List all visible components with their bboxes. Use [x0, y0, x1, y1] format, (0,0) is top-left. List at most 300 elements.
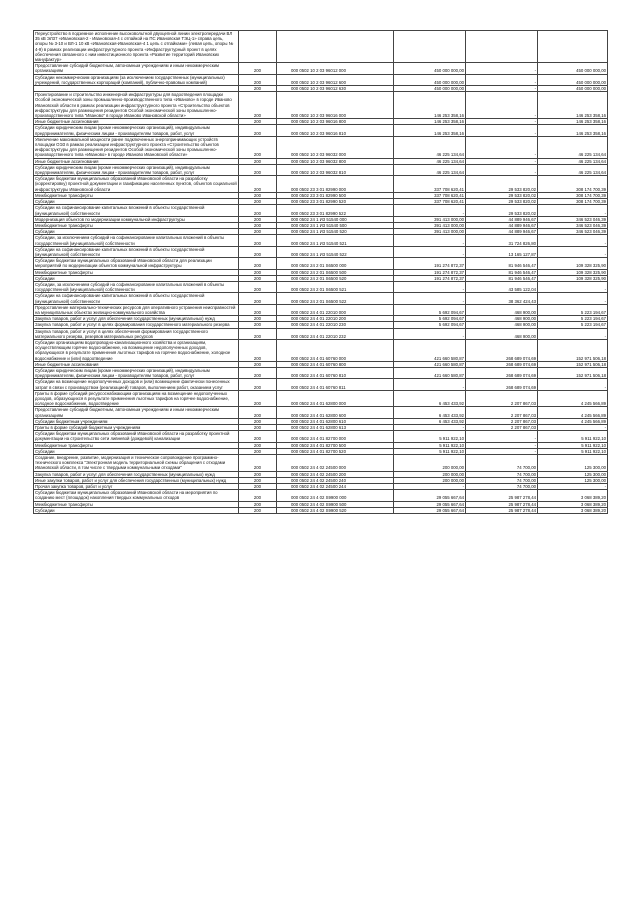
row-approved-amount: - [394, 281, 466, 292]
row-classification-code: 000 0502 24 4 02 24500 200 [277, 471, 394, 477]
row-description: Субсидии на софинансирование капитальных вложений в объекты государственной (муниципальной) собственности [34, 293, 239, 304]
row-unexecuted-amount: 5 223 194,67 [538, 304, 608, 315]
row-executed-amount: 13 165 127,87 [466, 246, 538, 257]
row-unexecuted-amount: 46 225 134,64 [538, 136, 608, 158]
row-classification-code: 000 0502 24 4 01 60760 800 [277, 361, 394, 367]
row-description: Субсидии бюджетам муниципальных образований Ивановской области на мероприятия по созданию мест (площадок) накопления твердых коммунальных отходов [34, 490, 239, 501]
row-classification-code: 000 0502 10 2 03 96012 630 [277, 86, 394, 92]
row-description: Межбюджетные трансферты [34, 222, 239, 228]
row-classification-code: 000 0502 10 2 03 96032 800 [277, 158, 394, 164]
row-classification-code: 000 0502 24 4 02 24500 000 [277, 455, 394, 472]
row-unexecuted-amount: 3 068 389,20 [538, 501, 608, 507]
row-line-code: 200 [239, 86, 277, 92]
row-description: Закупка товаров, работ и услуг для обеспечения государственных (муниципальных) нужд [34, 316, 239, 322]
row-description: Межбюджетные трансферты [34, 192, 239, 198]
row-description: Иные бюджетные ассигнования [34, 158, 239, 164]
row-line-code: 200 [239, 379, 277, 390]
row-approved-amount: 421 660 580,87 [394, 361, 466, 367]
row-approved-amount: 450 000 000,00 [394, 86, 466, 92]
table-row [34, 293, 608, 304]
row-description: Субсидии [34, 448, 239, 454]
row-executed-amount: - [466, 448, 538, 454]
row-description: Иные бюджетные ассигнования [34, 119, 239, 125]
row-classification-code: 000 0502 24 4 02 S9900 000 [277, 490, 394, 501]
row-line-code: 200 [239, 235, 277, 246]
table-row [34, 281, 608, 292]
row-line-code: 200 [239, 442, 277, 448]
row-line-code: 200 [239, 192, 277, 198]
row-approved-amount: 337 708 620,41 [394, 199, 466, 205]
row-line-code: 200 [239, 216, 277, 222]
row-line-code: 200 [239, 63, 277, 74]
row-description: Субсидии бюджетам муниципальных образований Ивановской области на разработку (корректировку) проектной документации и газификацию населенных пунктов, объектов социальной инфраструктуры Ивановской области [35, 176, 237, 192]
table-row [34, 74, 608, 85]
row-line-code: 200 [239, 407, 277, 418]
row-line-code: 200 [239, 269, 277, 275]
row-unexecuted-amount: 152 971 506,18 [538, 361, 608, 367]
row-approved-amount: 5 692 094,67 [394, 316, 466, 322]
row-line-code: 200 [239, 484, 277, 490]
row-classification-code: 000 0502 24 2 01 S6500 522 [277, 293, 394, 304]
row-description: Субсидии организациям водопроводно-канализационного хозяйства и организациям, осуществляющим горячее водоснабжение, на возмещение недополученных доходов, образующихся в результате применения льготных тарифов на горячее водоснабжение, холодное водоснабжение и (или) водоотведение [34, 339, 239, 361]
row-line-code: 200 [239, 92, 277, 119]
row-approved-amount: 6 453 433,92 [394, 418, 466, 424]
row-line-code: 200 [239, 471, 277, 477]
row-description: Субсидии некоммерческим организациям (за исключением государственных (муниципальных) учреждений, государственных корпораций (компаний), публично-правовых компаний) [34, 74, 239, 85]
row-classification-code: 000 0502 24 4 01 62800 600 [277, 407, 394, 418]
row-classification-code: 000 0502 24 1 И3 51540 522 [277, 246, 394, 257]
row-line-code: 200 [239, 199, 277, 205]
row-line-code: 200 [239, 316, 277, 322]
row-executed-amount: 81 946 546,47 [466, 269, 538, 275]
row-line-code: 200 [239, 164, 277, 175]
row-executed-amount: 468 900,00 [466, 304, 538, 315]
row-approved-amount: 5 911 922,10 [394, 442, 466, 448]
row-description: Субсидии бюджетным учреждениям [34, 418, 239, 424]
row-approved-amount: - [394, 293, 466, 304]
row-classification-code: 000 0502 24 4 01 22010 230 [277, 322, 394, 328]
row-description: Субсидии, за исключением субсидий на софинансирование капитальных вложений в объекты государственной (муниципальной) собственности [34, 235, 239, 246]
row-description: Межбюджетные трансферты [34, 269, 239, 275]
row-description: Межбюджетные трансферты [34, 501, 239, 507]
row-classification-code: 000 0502 24 2 01 S6500 000 [277, 258, 394, 269]
row-classification-code: 000 0502 24 4 02 S9900 520 [277, 507, 394, 513]
row-description: Субсидии [34, 199, 239, 205]
row-approved-amount: 337 708 620,41 [394, 192, 466, 198]
row-approved-amount: 391 413 000,00 [394, 216, 466, 222]
row-description: Субсидии [34, 507, 239, 513]
row-unexecuted-amount: 346 523 046,39 [538, 222, 608, 228]
row-description: Иные закупки товаров, работ и услуг для обеспечения государственных (муниципальных) нужд [34, 477, 239, 483]
row-description: Гранты в форме субсидий ресурсоснабжающим организациям на возмещение недополученных доходов, образующихся в результате применения льготных тарифов на горячее водоснабжение, холодное водоснабжение, водоотведение [34, 390, 239, 407]
row-executed-amount: - [466, 136, 538, 158]
row-line-code: 200 [239, 246, 277, 257]
row-classification-code: 000 0502 10 2 03 96012 600 [277, 74, 394, 85]
row-approved-amount: - [394, 425, 466, 431]
row-line-code: 200 [239, 136, 277, 158]
row-classification-code: 000 0502 24 4 01 60760 000 [277, 339, 394, 361]
table-row [34, 471, 608, 477]
row-line-code: 200 [239, 281, 277, 292]
table-row [34, 379, 608, 390]
row-classification-code: 000 0502 24 4 01 22010 200 [277, 316, 394, 322]
budget-table-body [34, 31, 608, 514]
row-description: Гранты в форме субсидий бюджетным учреждениям [34, 425, 239, 431]
row-line-code: 200 [239, 448, 277, 454]
row-description: Субсидии юридическим лицам (кроме некоммерческих организаций), индивидуальным предпринимателям, физическим лицам - производителям товаров, работ, услуг [34, 125, 239, 136]
row-approved-amount: 200 000,00 [394, 471, 466, 477]
row-classification-code: 000 0502 24 4 01 62800 610 [277, 418, 394, 424]
row-executed-amount: - [466, 431, 538, 442]
row-executed-amount: 74 700,00 [466, 455, 538, 472]
row-classification-code: 000 0502 24 4 01 82700 500 [277, 442, 394, 448]
row-approved-amount: 29 055 667,64 [394, 507, 466, 513]
row-unexecuted-amount: 346 523 046,39 [538, 216, 608, 222]
row-approved-amount: 450 000 000,00 [394, 74, 466, 85]
row-unexecuted-amount: 4 245 566,89 [538, 418, 608, 424]
row-executed-amount: - [466, 74, 538, 85]
row-description: Субсидии [34, 275, 239, 281]
row-description: Субсидии [34, 229, 239, 235]
row-line-code: 200 [239, 158, 277, 164]
row-line-code: 200 [239, 507, 277, 513]
row-approved-amount: 146 253 358,16 [394, 92, 466, 119]
row-classification-code: 000 0502 24 4 01 62800 000 [277, 390, 394, 407]
row-line-code: 200 [239, 390, 277, 407]
row-unexecuted-amount: 125 300,00 [538, 471, 608, 477]
row-description: Субсидии на софинансирование капитальных вложений в объекты государственной (муниципальной) собственности [34, 205, 239, 216]
row-classification-code: 000 0502 24 2 01 S6500 521 [277, 281, 394, 292]
table-row [34, 136, 608, 158]
table-row [34, 92, 608, 119]
row-approved-amount: 200 000,00 [394, 477, 466, 483]
row-unexecuted-amount: - [538, 328, 608, 339]
row-executed-amount: 44 889 946,67 [466, 216, 538, 222]
row-line-code: 200 [239, 322, 277, 328]
row-unexecuted-amount: - [538, 235, 608, 246]
row-approved-amount: 5 911 922,10 [394, 431, 466, 442]
row-description: Закупка товаров, работ и услуг в целях формирования государственного материального резерва [34, 322, 239, 328]
row-classification-code: 000 0502 10 2 03 96012 000 [277, 63, 394, 74]
row-unexecuted-amount: 450 000 000,00 [538, 74, 608, 85]
row-executed-amount: 81 946 546,47 [466, 258, 538, 269]
row-executed-amount: 29 533 820,02 [466, 176, 538, 193]
row-unexecuted-amount: 5 911 922,10 [538, 448, 608, 454]
row-approved-amount: 5 692 094,67 [394, 304, 466, 315]
table-row [34, 477, 608, 483]
row-approved-amount: 337 708 620,41 [394, 176, 466, 193]
row-description: Предоставление материально-технических ресурсов для оперативного устранения неисправностей на муниципальных объектах жилищно-коммунального хозяйства [34, 304, 239, 315]
row-unexecuted-amount: 5 223 194,67 [538, 322, 608, 328]
row-unexecuted-amount: 125 300,00 [538, 477, 608, 483]
row-executed-amount: 81 946 546,47 [466, 275, 538, 281]
row-approved-amount: 200 000,00 [394, 455, 466, 472]
row-classification-code: 000 0502 24 4 01 62800 613 [277, 425, 394, 431]
budget-report-page [33, 30, 607, 514]
row-approved-amount: - [394, 484, 466, 490]
row-line-code: 200 [239, 431, 277, 442]
row-line-code: 200 [239, 293, 277, 304]
row-description: Предоставление субсидий бюджетным, автономным учреждениям и иным некоммерческим организациям [34, 407, 239, 418]
row-classification-code: 000 0502 24 4 01 60760 811 [277, 379, 394, 390]
row-approved-amount: 29 055 667,64 [394, 501, 466, 507]
row-classification-code: 000 0502 24 4 02 24500 240 [277, 477, 394, 483]
row-classification-code: 000 0502 23 3 01 82990 520 [277, 199, 394, 205]
row-classification-code: 000 0502 24 1 И3 51540 520 [277, 229, 394, 235]
row-line-code: 200 [239, 425, 277, 431]
row-line-code: 200 [239, 176, 277, 193]
row-approved-amount: 421 660 580,87 [394, 339, 466, 361]
row-executed-amount: 38 362 424,43 [466, 293, 538, 304]
row-classification-code: 000 0502 23 3 01 82990 522 [277, 205, 394, 216]
row-unexecuted-amount: 4 245 566,89 [538, 390, 608, 407]
row-unexecuted-amount: 152 971 506,18 [538, 339, 608, 361]
row-line-code [239, 31, 277, 63]
row-executed-amount: 2 207 867,03 [466, 407, 538, 418]
row-unexecuted-amount: - [538, 205, 608, 216]
row-description: Проектирование и строительство инженерной инфраструктуры для водоотведения площадки Особой экономической зоны промышленно-производственного типа «Иваново» в городе Иваново Ивановской области в рамках реализации инфраструктурного проекта «Строительство объектов инфраструктуры для размещения резидентов Особой экономической зоны промышленно-производственного типа "Иваново" в городе Иваново Ивановской области» [34, 92, 239, 119]
row-unexecuted-amount: - [538, 484, 608, 490]
row-executed-amount [466, 31, 538, 63]
row-unexecuted-amount: 4 245 566,89 [538, 407, 608, 418]
row-unexecuted-amount: 5 223 194,67 [538, 316, 608, 322]
row-approved-amount: 146 253 358,16 [394, 119, 466, 125]
row-line-code: 200 [239, 477, 277, 483]
row-line-code: 200 [239, 367, 277, 378]
row-line-code: 200 [239, 501, 277, 507]
row-line-code: 200 [239, 455, 277, 472]
row-executed-amount: 29 533 820,02 [466, 192, 538, 198]
row-executed-amount: - [466, 86, 538, 92]
row-executed-amount: 25 987 278,44 [466, 507, 538, 513]
row-description: Предоставление субсидий бюджетным, автономным учреждениям и иным некоммерческим организациям [34, 63, 239, 74]
row-description: Создание, внедрение, развитие, модернизация и техническое сопровождение программно-технического комплекса "Электронная модель территориальной схемы обращения с отходами Ивановской области, в том числе с твердыми коммунальными отходами" [34, 455, 239, 472]
table-row [34, 125, 608, 136]
row-unexecuted-amount: - [538, 425, 608, 431]
row-line-code: 200 [239, 361, 277, 367]
row-line-code: 200 [239, 328, 277, 339]
row-classification-code: 000 0502 23 3 01 82990 000 [277, 176, 394, 193]
row-unexecuted-amount: 3 068 389,20 [538, 490, 608, 501]
row-unexecuted-amount: 308 174 700,39 [538, 176, 608, 193]
table-row [34, 339, 608, 361]
row-executed-amount: - [466, 158, 538, 164]
row-unexecuted-amount: 346 523 046,39 [538, 229, 608, 235]
row-executed-amount: 2 207 867,03 [466, 418, 538, 424]
row-executed-amount: 44 889 946,67 [466, 229, 538, 235]
row-unexecuted-amount: 125 300,00 [538, 455, 608, 472]
row-executed-amount: 31 724 826,80 [466, 235, 538, 246]
table-row [34, 258, 608, 269]
row-executed-amount: 29 533 820,02 [466, 205, 538, 216]
row-description: Прочая закупка товаров, работ и услуг [34, 484, 239, 490]
row-description: Увеличение максимальной мощности ранее подключенных энергопринимающих устройств площадки ОЭЗ в рамках реализации инфраструктурного проекта «Строительство объектов инфраструктуры для размещения резидентов Особой экономической зоны промышленно-производственного типа «Иваново» в городе Иваново Ивановской области» [34, 136, 239, 158]
row-unexecuted-amount: - [538, 246, 608, 257]
row-description: Закупка товаров, работ и услуг для обеспечения государственных (муниципальных) нужд [34, 471, 239, 477]
table-row [34, 304, 608, 315]
row-unexecuted-amount: 146 253 358,16 [538, 119, 608, 125]
row-approved-amount: - [394, 246, 466, 257]
row-executed-amount: 268 689 074,69 [466, 361, 538, 367]
row-approved-amount: 5 911 922,10 [394, 448, 466, 454]
table-row [34, 407, 608, 418]
row-classification-code: 000 0502 10 2 03 96016 800 [277, 119, 394, 125]
row-classification-code: 000 0502 24 1 И3 51540 500 [277, 222, 394, 228]
row-executed-amount: 268 689 074,69 [466, 367, 538, 378]
row-executed-amount: - [466, 164, 538, 175]
table-row [34, 216, 608, 222]
table-row [34, 235, 608, 246]
row-classification-code: 000 0502 10 2 03 96016 810 [277, 125, 394, 136]
row-executed-amount: 74 700,00 [466, 471, 538, 477]
row-approved-amount: 29 055 667,64 [394, 490, 466, 501]
row-approved-amount: 5 692 094,67 [394, 322, 466, 328]
row-executed-amount: 29 533 820,02 [466, 199, 538, 205]
row-unexecuted-amount [538, 31, 608, 63]
row-line-code: 200 [239, 125, 277, 136]
row-approved-amount: - [394, 379, 466, 390]
row-classification-code: 000 0502 24 1 И3 51540 521 [277, 235, 394, 246]
row-unexecuted-amount: - [538, 281, 608, 292]
row-classification-code: 000 0502 10 2 03 96032 810 [277, 164, 394, 175]
table-row [34, 367, 608, 378]
row-description: Иные бюджетные ассигнования [34, 361, 239, 367]
row-executed-amount: 2 207 867,03 [466, 390, 538, 407]
row-approved-amount: 391 413 000,00 [394, 229, 466, 235]
row-description: Субсидии юридическим лицам (кроме некоммерческих организаций), индивидуальным предпринимателям, физическим лицам - производителям товаров, работ, услуг [34, 367, 239, 378]
row-executed-amount: 25 987 278,44 [466, 501, 538, 507]
row-line-code: 200 [239, 490, 277, 501]
row-line-code: 200 [239, 258, 277, 269]
row-classification-code [277, 31, 394, 63]
row-unexecuted-amount: 308 174 700,39 [538, 199, 608, 205]
row-line-code: 200 [239, 339, 277, 361]
row-executed-amount: - [466, 63, 538, 74]
row-unexecuted-amount: 450 000 000,00 [538, 63, 608, 74]
row-classification-code: 000 0502 10 2 03 96032 000 [277, 136, 394, 158]
row-description: Субсидии на софинансирование капитальных вложений в объекты государственной (муниципальной) собственности [34, 246, 239, 257]
row-unexecuted-amount: 109 328 325,90 [538, 269, 608, 275]
row-classification-code: 000 0502 24 4 01 82700 000 [277, 431, 394, 442]
table-row [34, 164, 608, 175]
row-unexecuted-amount: 146 253 358,16 [538, 92, 608, 119]
row-executed-amount: - [466, 442, 538, 448]
row-executed-amount: 268 689 074,69 [466, 339, 538, 361]
row-approved-amount: 46 225 134,64 [394, 158, 466, 164]
row-classification-code: 000 0502 24 4 01 22010 000 [277, 304, 394, 315]
row-executed-amount: 468 900,00 [466, 322, 538, 328]
row-approved-amount: 146 253 358,16 [394, 125, 466, 136]
row-description: Межбюджетные трансферты [34, 442, 239, 448]
row-unexecuted-amount: - [538, 379, 608, 390]
table-row [34, 431, 608, 442]
row-classification-code: 000 0502 24 2 01 S6500 500 [277, 269, 394, 275]
row-line-code: 200 [239, 229, 277, 235]
row-approved-amount: 6 453 433,92 [394, 407, 466, 418]
table-row [34, 316, 608, 322]
row-executed-amount: - [466, 125, 538, 136]
row-unexecuted-amount: 5 911 922,10 [538, 431, 608, 442]
table-row [34, 322, 608, 328]
row-approved-amount: 191 274 872,37 [394, 258, 466, 269]
row-line-code: 200 [239, 205, 277, 216]
row-line-code: 200 [239, 119, 277, 125]
row-unexecuted-amount: 146 253 358,16 [538, 125, 608, 136]
row-approved-amount: 46 225 134,64 [394, 136, 466, 158]
row-approved-amount [394, 31, 466, 63]
table-row [34, 455, 608, 472]
row-approved-amount: 46 225 134,64 [394, 164, 466, 175]
row-description: Модернизация объектов по модернизации коммунальной инфраструктуры [34, 216, 239, 222]
table-row [34, 425, 608, 431]
row-executed-amount: - [466, 119, 538, 125]
row-approved-amount: 191 274 872,37 [394, 269, 466, 275]
table-row [34, 328, 608, 339]
budget-table [33, 30, 608, 514]
table-row [34, 246, 608, 257]
row-description: Субсидии бюджетам муниципальных образований Ивановской области для реализации мероприятий по модернизации объектов коммунальной инфраструктуры [34, 258, 239, 269]
row-description: Субсидии, за исключением субсидий на софинансирование капитальных вложений в объекты государственной (муниципальной) собственности [34, 281, 239, 292]
row-classification-code: 000 0502 24 1 И3 51540 000 [277, 216, 394, 222]
row-description: Закупка товаров, работ и услуг в целях обеспечения формирования государственного материального резерва, резервов материальных ресурсов [34, 328, 239, 339]
row-executed-amount: 468 900,00 [466, 316, 538, 322]
row-executed-amount: 268 689 074,69 [466, 379, 538, 390]
row-approved-amount: 421 660 580,87 [394, 367, 466, 378]
table-row [34, 507, 608, 513]
row-executed-amount: 74 700,00 [466, 477, 538, 483]
row-line-code: 200 [239, 74, 277, 85]
row-unexecuted-amount: 308 174 700,39 [538, 192, 608, 198]
table-row [34, 31, 608, 63]
row-classification-code: 000 0502 10 2 03 96016 000 [277, 92, 394, 119]
row-executed-amount: 43 585 122,04 [466, 281, 538, 292]
table-row [34, 490, 608, 501]
row-unexecuted-amount: 5 911 922,10 [538, 442, 608, 448]
row-executed-amount: 44 889 946,67 [466, 222, 538, 228]
row-executed-amount: - [466, 92, 538, 119]
row-line-code: 200 [239, 275, 277, 281]
row-line-code: 200 [239, 418, 277, 424]
row-line-code: 200 [239, 222, 277, 228]
row-classification-code: 000 0502 24 4 01 60760 810 [277, 367, 394, 378]
row-classification-code: 000 0502 24 4 02 24500 244 [277, 484, 394, 490]
row-unexecuted-amount: 46 225 134,64 [538, 164, 608, 175]
row-unexecuted-amount: 46 225 134,64 [538, 158, 608, 164]
row-unexecuted-amount: 109 328 325,90 [538, 275, 608, 281]
row-approved-amount: 391 413 000,00 [394, 222, 466, 228]
table-row [34, 205, 608, 216]
row-executed-amount: 2 207 867,03 [466, 425, 538, 431]
row-approved-amount: - [394, 205, 466, 216]
row-executed-amount: 468 900,00 [466, 328, 538, 339]
row-unexecuted-amount: 109 328 325,90 [538, 258, 608, 269]
row-unexecuted-amount: 450 000 000,00 [538, 86, 608, 92]
row-approved-amount: 450 000 000,00 [394, 63, 466, 74]
row-line-code: 200 [239, 304, 277, 315]
row-approved-amount: 6 453 433,92 [394, 390, 466, 407]
row-classification-code: 000 0502 23 3 01 82990 500 [277, 192, 394, 198]
table-row [34, 390, 608, 407]
row-description: Субсидии на возмещение недополученных доходов и (или) возмещение фактически понесенных затрат в связи с производством (реализацией) товаров, выполнением работ, оказанием услуг [34, 379, 239, 390]
table-row [34, 176, 608, 193]
row-approved-amount: - [394, 235, 466, 246]
row-executed-amount: 25 987 278,44 [466, 490, 538, 501]
row-classification-code: 000 0502 24 4 01 82700 520 [277, 448, 394, 454]
row-description: Субсидии бюджетам муниципальных образований Ивановской области на разработку проектной документации на строительство сети ливневой (дождевой) канализации [34, 431, 239, 442]
row-classification-code: 000 0502 24 4 01 22010 232 [277, 328, 394, 339]
row-classification-code: 000 0502 24 2 01 S6500 520 [277, 275, 394, 281]
row-unexecuted-amount: - [538, 293, 608, 304]
